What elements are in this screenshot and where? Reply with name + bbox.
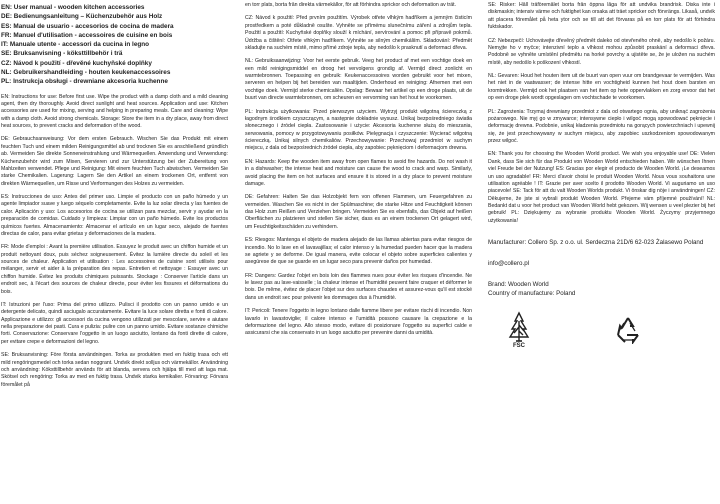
hazards-en: EN: Hazards: Keep the wooden item away from open flames to avoid fire hazards. Do not wash it in a dishwasher; the intense heat and moisture can cause the wood to crack and warp. Similarly, avoid placing the item on hot surfaces and ensure it is stored in a dry place to prevent moisture damage. [245,158,472,187]
hazards-nl: NL: Gevaren: Houd het houten item uit de buurt van open vuur om brandgevaar te vermijden. Was het niet in de vaatwasser; de intense hitte en vochtigheid kunnen het hout doen barsten en kromtrekken. Vermijd ook het plaatsen van het item op hete oppervlakken en zorg ervoor dat het op een droge plek wordt opgeslagen om vochtschade te voorkomen. [488,73,715,102]
recycle-icon [613,314,643,344]
column-right [488,2,715,502]
fsc-tree-icon [504,311,534,351]
thank-you-multilingual: EN: Thank you for choosing the Wooden World product. We wish you enjoyable use! DE: Vielen Dank, dass Sie sich für das Produkt von Wooden World entschieden haben. Wir wünschen Ihnen viel Freude bei der Nutzung! ES: Gracias por elegir el producto de Wooden World. ¡Le deseamos un uso agradable! FR: Merci d'avoir choisi le produit Wooden World. Nous vous souhaitons une utilisation agréable ! IT: Grazie per aver scelto il prodotto Wooden World. Vi auguriamo un uso piacevole! SE: Tack för att du valt Wooden Worlds produkt. Vi önskar dig nöje i användningen! CZ: Děkujeme, že jste si vybrali produkt Wooden World. Přejeme vám příjemné používání! NL: Bedankt dat u voor het product van Wooden World hebt gekozen. Wij wensen u veel plezier bij het gebruik! PL: Dziękujemy za wybranie produktu Wooden World. Życzymy przyjemnego użytkowania! [488,151,715,224]
title-list [1,3,228,87]
title-pl: PL: Instrukcja obsługi - drewniane akcesoria kuchenne [1,78,168,86]
hazards-pl: PL: Zagrożenia: Trzymaj drewniany przedmiot z dala od otwartego ognia, aby uniknąć zagrożenia pożarowego. Nie myj go w zmywarce; intensywne ciepło i wilgoć mogą spowodować pęknięcie i deformację drewna. Podobnie, unikaj kładzenia przedmiotu na gorących powierzchniach i upewnij się, że jest przechowywany w suchym miejscu, aby zapobiec uszkodzeniom spowodowanym przez wilgoć. [488,108,715,144]
manufacturer-info: Manufacturer: Collero Sp. z o.o. ul. Serdeczna 21D/6 62-023 Żalasewo Poland [488,239,704,247]
title-es: ES: Manual de usuario - accesorios de cocina de madera [1,22,174,30]
instructions-de: DE: Gebrauchsanweisung: Vor dem ersten Gebrauch. Wischen Sie das Produkt mit einem feuchten Tuch und einem milden Reinigungsmittel ab und trocknen Sie es anschließend gründlich ab. Vermeiden Sie direkte Sonneneinstrahlung und Wärmequellen. Anwendung und Verwendung: Küchenzubehör wird zum Mixen, Servieren und zur Unterstützung bei der Zubereitung von Mahlzeiten verwendet. Pflege und Reinigung: Mit einem feuchten Tuch abwischen. Vermeiden Sie starke Chemikalien. Lagerung: Lagern Sie den Artikel an einem trockenen Ort, entfernt von direkten Wärmequellen, um Risse und Verformungen des Holzes zu vermeiden. [1,136,228,187]
instructions-es: ES: Instrucciones de uso: Antes del primer uso. Limpie el producto con un paño húmedo y un agente limpiador suave y luego séquelo completamente. Evite la luz solar directa y las fuentes de calor. Aplicación y uso: Los accesorios de cocina se utilizan para mezclar, servir y ayudar en la preparación de comidas. Cuidado y limpieza: Limpiar con un paño húmedo. Evite los productos químicos fuertes. Almacenamiento: Almacenar el artículo en un lugar seco, alejado de fuentes directas de calor, para evitar grietas y deformaciones de la madera. [1,194,228,237]
hazards-es: ES: Riesgos: Mantenga el objeto de madera alejado de las llamas abiertas para evitar riesgos de incendio. No lo lave en el lavavajillas; el calor intenso y la humedad pueden hacer que la madera se agriete y se deforme. De igual manera, evite colocar el objeto sobre superficies calientes y asegúrese de que se guarde en un lugar seco para prevenir daños por humedad. [245,237,472,266]
title-it: IT: Manuale utente - accessori da cucina in legno [1,41,150,49]
hazards-se: SE: Risker: Håll träföremålet borta från öppna låga för att undvika brandrisk. Diska inte i diskmaskin; intensiv värme och fuktighet kan orsaka att träet spricker och förvrängs. Likaså, undvik att placera föremålet på heta ytor och se till att det förvaras på en torr plats för att förhindra fuktskador. [488,2,715,31]
hazards-cz: CZ: Nebezpečí: Uchovávejte dřevěný předmět daleko od otevřeného ohně, aby nedošlo k požáru. Nemyjte ho v myčce; intenzivní teplo a vlhkost mohou způsobit praskání a deformaci dřeva. Podobně se vyhněte umístění předmětu na horké povrchy a ujistěte se, že je uložen na suchém místě, aby nedošlo k poškození vlhkostí. [488,37,715,66]
title-se: SE: Bruksanvisning - köksttillbehör i trä [1,50,123,58]
title-en: EN: User manual - wooden kitchen accessories [1,4,145,11]
instructions-pl: PL: Instrukcja użytkowania: Przed pierwszym użyciem. Wytrzyj produkt wilgotną ściereczką z łagodnym środkiem czyszczącym, a następnie dokładnie wysusz. Unikaj bezpośredniego światła słonecznego i źródeł ciepła. Zastosowanie i użycie: Akcesoria kuchenne służą do mieszania, serwowania, pomocy w przygotowywaniu posiłków. Pielęgnacja i czyszczenie: Wycierać wilgotną ściereczką. Unikaj silnych chemikaliów. Przechowywanie: Przechowuj przedmiot w suchym miejscu, z dala od bezpośrednich źródeł ciepła, aby zapobiec pęknięciom i deformacjom drewna. [245,108,472,152]
instructions-nl: NL: Gebruiksaanwijzing: Voor het eerste gebruik. Veeg het product af met een vochtige doek en een mild reinigingsmiddel en droog het vervolgens grondig af. Vermijd direct zonlicht en warmtebronnen. Toepassing en gebruik: Keukenaccessoires worden gebruikt voor het mixen, serveren en helpen bij het bereiden van maaltijden. Onderhoud en reiniging: Afnemen met een vochtige doek. Vermijd sterke chemicaliën. Opslag: Bewaar het artikel op een droge plaats, uit de buurt van directe warmtebronnen, om scheuren en vervorming van het hout te voorkomen. [245,58,472,102]
certification-logos [488,311,715,351]
hazards-it: IT: Pericoli: Tenere l'oggetto in legno lontano dalle fiamme libere per evitare rischi di incendio. Non lavarlo in lavastoviglie; il calore intenso e l'umidità possono causare la crepazione e la deformazione del legno. Allo stesso modo, evitare di posizionare l'oggetto su superfici calde e assicurarsi che sia conservato in un luogo asciutto per prevenire danni da umidità. [245,308,472,337]
title-nl: NL: Gebruikershandleiding - houten keukenaccessoires [1,68,171,76]
instructions-it: IT: Istruzioni per l'uso: Prima del primo utilizzo. Pulisci il prodotto con un panno umido e un detergente delicato, quindi asciugalo accuratamente. Evitare la luce solare diretta e fonti di calore. Applicazione e utilizzo: gli accessori da cucina vengono utilizzati per mescolare, servire e aiutare nella preparazione dei pasti. Cura e pulizia: pulire con un panno umido. Evitare sostanze chimiche forti. Conservazione: Conservare l'oggetto in un luogo asciutto, lontano da fonti dirette di calore, per evitare crepe e deformazioni del legno. [1,301,228,345]
title-fr: FR: Manuel d'utilisation - accessoires de cuisine en bois [1,31,173,39]
title-de: DE: Bedienungsanleitung – Küchenzubehör aus Holz [1,13,163,21]
instructions-en: EN: Instructions for use: Before first use. Wipe the product with a damp cloth and a mild cleaning agent, then dry thoroughly. Avoid direct sunlight and heat sources. Application and use: Kitchen accessories are used for mixing, serving and helping in preparing meals. Care and cleaning: Wipe with a damp cloth. Avoid strong chemicals. Storage: Store the item in a dry place, away from direct heat sources, to prevent cracks and deformation of the wood. [1,93,228,130]
instructions-cz: CZ: Návod k použití: Před prvním použitím. Výrobek otřete vlhkým hadříkem a jemným čisticím prostředkem a poté důkladně osušte. Vyhněte se přímému slunečnímu záření a zdrojům tepla. Použití a použití: Kuchyňské doplňky slouží k míchání, servírování a pomoc při přípravě pokrmů. Údržba a čištění: Otřete vlhkým hadříkem. Vyhněte se silným chemikáliím. Skladování: Předmět skladujte na suchém místě, mimo přímé zdroje tepla, aby nedošlo k prasknutí a deformaci dřeva. [245,15,472,51]
country-of-manufacture: Country of manufacture: Poland [488,290,576,298]
instructions-fr: FR: Mode d'emploi : Avant la première utilisation. Essuyez le produit avec un chiffon humide et un produit nettoyant doux, puis séchez soigneusement. Évitez la lumière directe du soleil et les sources de chaleur. Application et utilisation : Les accessoires de cuisine sont utilisés pour mélanger, servir et aider à la préparation des repas. Entretien et nettoyage : Essuyer avec un chiffon humide. Évitez les produits chimiques puissants. Stockage : Conserver l'article dans un endroit sec, à l'écart des sources de chaleur directe, pour éviter les fissures et déformations du bois. [1,244,228,295]
column-middle [245,2,472,502]
title-cz: CZ: Návod k použití - dřevěné kuchyňské doplňky [1,59,152,67]
contact-email: info@collero.pl [488,260,530,268]
instructions-se-continued: en torr plats, borta från direkta värmekällor, för att förhindra sprickor och deformation av trät. [245,2,457,8]
hazards-de: DE: Gefahren: Halten Sie das Holzobjekt fern von offenen Flammen, um Feuergefahren zu vermeiden. Waschen Sie es nicht in der Spülmaschine; die starke Hitze und Feuchtigkeit können das Holz zum Reißen und Verziehen bringen. Vermeiden Sie es ebenfalls, das Objekt auf heißen Oberflächen zu platzieren und stellen Sie sicher, dass es an einem trockenen Ort gelagert wird, um Feuchtigkeitsschäden zu verhindern. [245,194,472,230]
column-left [1,2,228,502]
fsc-label: FSC [513,342,525,349]
instructions-se: SE: Bruksanvisning: Före första användningen. Torka av produkten med en fuktig trasa och ett mild rengöringsmedel och torka sedan noggrant. Undvik direkt solljus och värmekällor. Användning och användning: Köksttillbehör används för att blanda, servera och hjälpa till med att laga mat. Skötsel och rengöring: Torka av med en fuktig trasa. Undvik starka kemikalier. Förvaring: Förvara föremålet på [1,352,228,388]
hazards-fr: FR: Dangers: Gardez l'objet en bois loin des flammes nues pour éviter les risques d'incendie. Ne le lavez pas au lave-vaisselle ; la chaleur intense et l'humidité peuvent faire craquer et déformer le bois. De même, évitez de placer l'objet sur des surfaces chaudes et assurez-vous qu'il est stocké dans un endroit sec pour prévenir les dommages dus à l'humidité. [245,272,472,301]
brand-name: Brand: Wooden World [488,281,549,289]
